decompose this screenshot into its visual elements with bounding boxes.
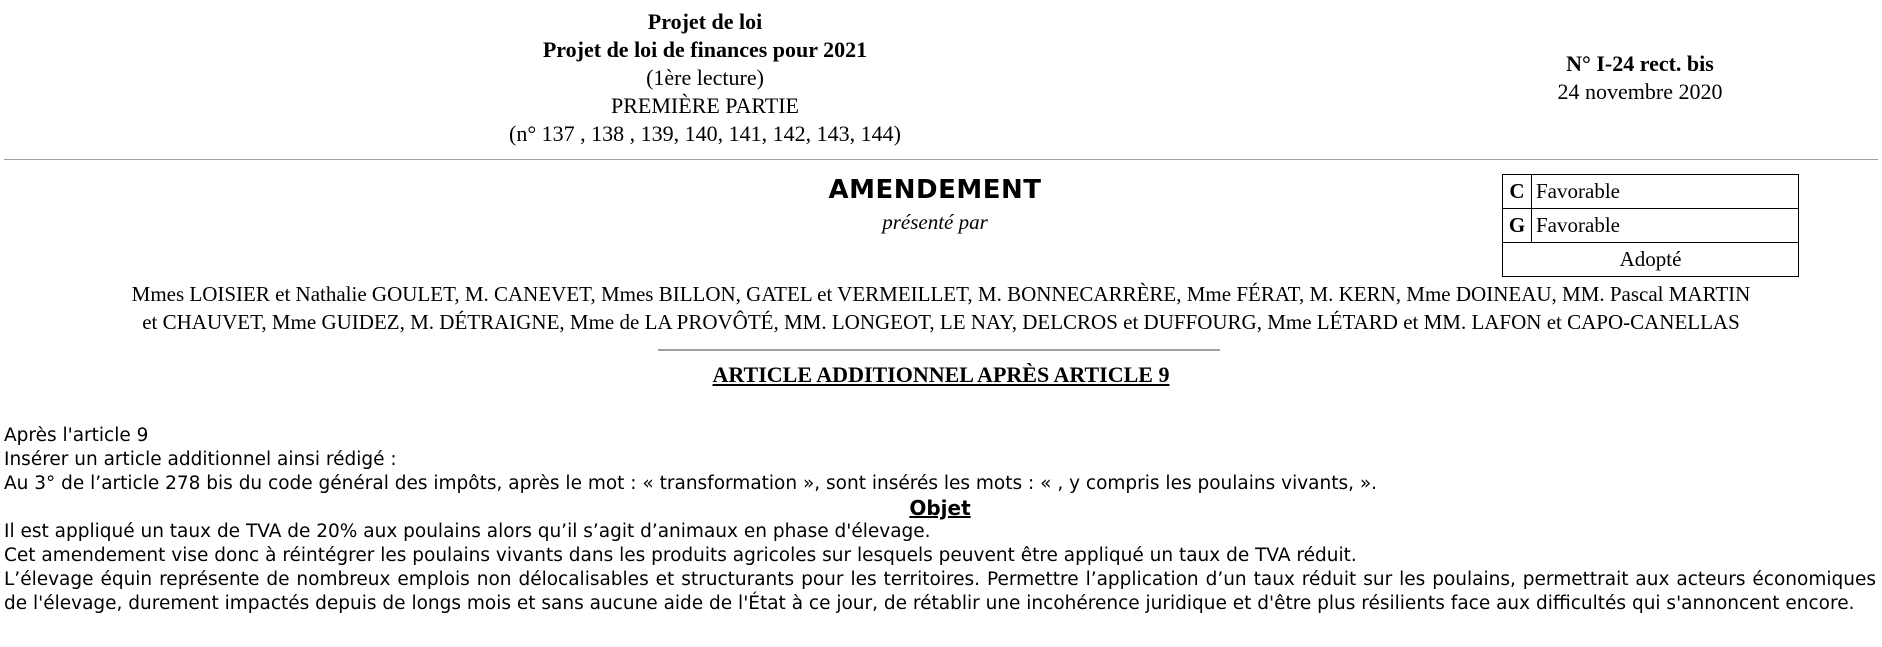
opinion-result: Adopté — [1503, 243, 1799, 277]
opinion-result-row — [1503, 243, 1799, 277]
authors-line: Mmes LOISIER et Nathalie GOULET, M. CANEVET, Mmes BILLON, GATEL et VERMEILLET, M. BONNECARRÈRE, Mme FÉRAT, M. KERN, Mme DOINEAU, MM. Pascal MARTIN — [131, 282, 1751, 306]
bill-title: Projet de loi de finances pour 2021 — [542, 37, 868, 62]
bill-type: Projet de loi — [647, 9, 763, 34]
amendment-body — [4, 424, 1876, 616]
opinion-row — [1503, 175, 1799, 209]
body-paragraph: Après l'article 9 — [4, 425, 149, 446]
authors-divider — [658, 349, 1220, 351]
opinion-code: G — [1503, 209, 1532, 243]
bill-part: PREMIÈRE PARTIE — [611, 93, 799, 118]
authors-list — [4, 280, 1878, 336]
reading-stage: (1ère lecture) — [646, 65, 764, 90]
article-title: ARTICLE ADDITIONNEL APRÈS ARTICLE 9 — [712, 362, 1170, 387]
opinion-value: Favorable — [1532, 209, 1799, 243]
presented-by: présenté par — [882, 210, 988, 234]
opinion-value: Favorable — [1532, 175, 1799, 209]
bill-header — [470, 8, 940, 148]
objet-heading: Objet — [909, 496, 971, 520]
header-divider — [4, 159, 1878, 160]
objet-paragraph: Il est appliqué un taux de TVA de 20% aux poulains alors qu’il s’agit d’animaux en phase d'élevage. — [4, 521, 931, 542]
amendment-date: 24 novembre 2020 — [1557, 79, 1723, 104]
amendment-reference — [1490, 50, 1790, 106]
authors-line: et CHAUVET, Mme GUIDEZ, M. DÉTRAIGNE, Mme de LA PROVÔTÉ, MM. LONGEOT, LE NAY, DELCROS et DUFFOURG, Mme LÉTARD et MM. LAFON et CAPO-CANELLAS — [142, 310, 1740, 334]
bill-numbers: (n° 137 , 138 , 139, 140, 141, 142, 143, 144) — [509, 121, 901, 146]
amendment-number: N° I-24 rect. bis — [1566, 51, 1714, 76]
opinion-code: C — [1503, 175, 1532, 209]
objet-paragraph: Cet amendement vise donc à réintégrer les poulains vivants dans les produits agricoles sur lesquels peuvent être appliqué un taux de TVA réduit. — [4, 545, 1357, 566]
opinion-table — [1502, 174, 1799, 277]
opinion-row — [1503, 209, 1799, 243]
body-paragraph: Au 3° de l’article 278 bis du code général des impôts, après le mot : « transformation », sont insérés les mots : « , y compris les poulains vivants, ». — [4, 473, 1378, 494]
body-paragraph: Insérer un article additionnel ainsi rédigé : — [4, 449, 397, 470]
amendment-title: AMENDEMENT — [828, 175, 1042, 205]
objet-paragraph: L’élevage équin représente de nombreux emplois non délocalisables et structurants pour les territoires. Permettre l’application d’un taux réduit sur les poulains, permettrait aux acteurs économiques de l'élevage, durement impactés depuis de longs mois et sans aucune aide de l'État à ce jour, de rétablir une incohérence juridique et d'être plus résilients face aux difficultés qui s'annoncent encore. — [4, 569, 1876, 614]
